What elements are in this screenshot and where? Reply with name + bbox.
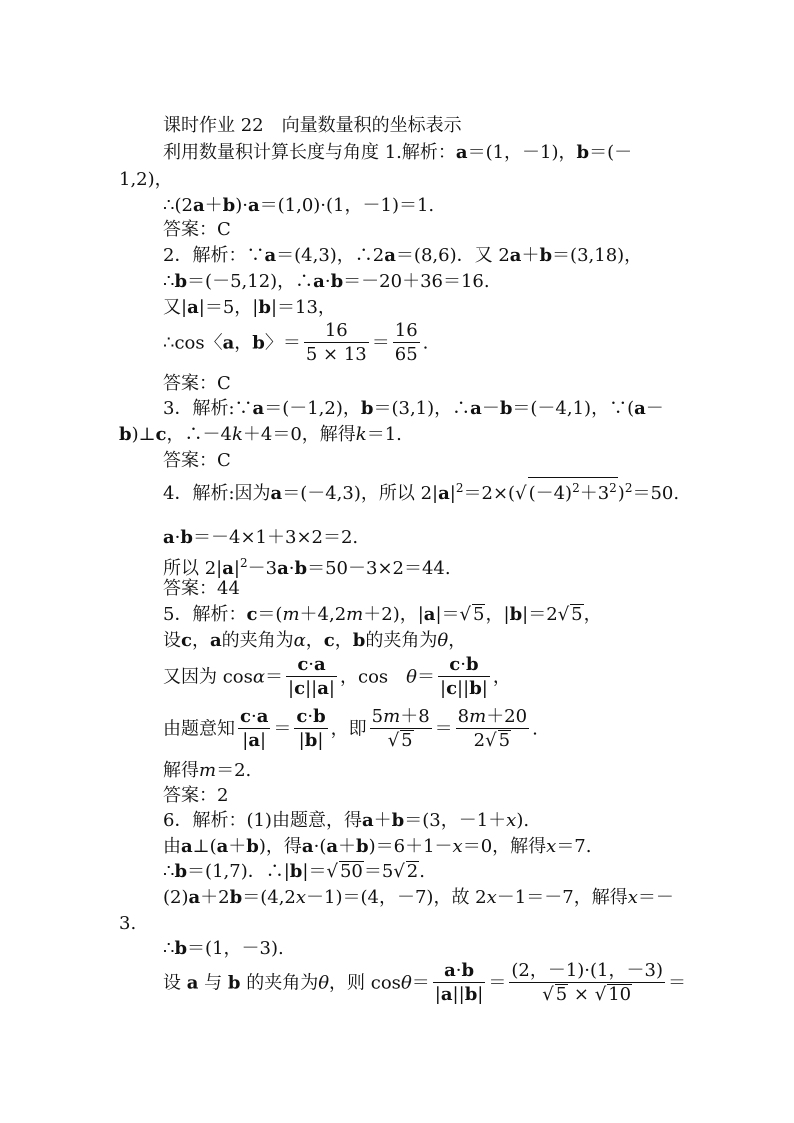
answer-2: 答案：C [163, 373, 231, 394]
problem-6-line-3: ∴b＝(1,7)．∴|b|＝√ 50＝5√ 2. [163, 861, 425, 882]
fraction: $\frac{16}{65}$ [394, 320, 418, 365]
problem-5-solve: 解得m＝2. [163, 760, 252, 781]
problem-5-equation: 由题意知 $\frac{c\cdot a}{|a|}$ ＝ $\frac{c\cdot b}{|b|}$ ，即 $\frac{5m+8}{√ 5}$ ＝ $\frac{8m+20}{2√ 5}$ . [163, 706, 538, 751]
problem-6-line-5: 3. [119, 913, 137, 934]
problem-6-line-6: ∴b＝(1，－3). [163, 938, 284, 959]
problem-6-line-2: 由a⊥(a＋b)，得a·(a＋b)＝6＋1－x＝0，解得x＝7. [163, 836, 592, 857]
answer-3: 答案：C [163, 450, 231, 471]
fraction: $\frac{c\cdot b}{|c||b|}$ [440, 654, 488, 699]
fraction: $\frac{c\cdot a}{|a|}$ [240, 706, 269, 751]
problem-4-line-2: a·b＝－4×1＋3×2＝2. [163, 527, 359, 548]
problem-4-line-1: 4．解析:因为a＝(－4,3)，所以 $2|a|^2=2\times(√$ $(-4)^2+3^2)^2=50$. [163, 476, 679, 506]
fraction: $\frac{5m+8}{√ 5}$ [371, 706, 430, 751]
problem-1-line-3: ∴(2a＋b)·a＝(1,0)·(1，－1)＝1. [163, 195, 435, 216]
problem-3-line-2: b)⊥c，∴－4k＋4＝0，解得k＝1. [119, 424, 402, 445]
fraction: $\frac{8m+20}{2√ 5}$ [457, 706, 528, 751]
problem-3-line-1: 3．解析:∵a＝(－1,2)，b＝(3,1)，∴a－b＝(－4,1)，∵(a－ [163, 398, 664, 419]
fraction: $\frac{(2,-1)\cdot(1,-3)}{√ 5 \times √ 10}$ [511, 960, 663, 1005]
problem-5-line-2: 设c，a的夹角为α，c，b的夹角为θ， [163, 630, 467, 651]
problem-1-line-2: 1,2)， [119, 169, 173, 190]
fraction: $\frac{a\cdot b}{|a||b|}$ [434, 960, 484, 1005]
answer-1: 答案：C [163, 219, 231, 240]
problem-4-line-3: 所以 $2|a|^2-3a\cdot b=50-3\times 2=44$. [163, 556, 451, 579]
problem-6-line-4: (2)a＋2b＝(4,2x－1)＝(4，－7)，故 2x－1＝－7，解得x＝－ [163, 887, 674, 908]
problem-2-cos-formula: ∴cos〈a，b〉＝ $\frac{16}{5 \times 13}$ ＝ $\frac{16}{65}$ . [163, 320, 429, 365]
problem-1-line-1: 利用数量积计算长度与角度 1.解析：a＝(1，－1)，b＝(－ [163, 142, 633, 163]
problem-6-cos-formula: 设 a 与 b 的夹角为θ，则 cosθ＝ $\frac{a\cdot b}{|a||b|}$ ＝ $\frac{(2,-1)\cdot(1,-3)}{√ 5 \times √ 10}$ ＝ [163, 960, 686, 1005]
problem-2-line-3: 又|a|＝5，|b|＝13， [163, 297, 336, 318]
fraction: $\frac{16}{5 \times 13}$ [305, 320, 367, 365]
answer-4: 答案：44 [163, 578, 240, 599]
problem-5-line-1: 5．解析：c＝(m＋4,2m＋2)，|a|＝√ 5，|b|＝2√ 5， [163, 604, 602, 625]
problem-2-line-1: 2．解析：∵a＝(4,3)，∴2a＝(8,6)．又 2a＋b＝(3,18)， [163, 245, 643, 266]
answer-5: 答案：2 [163, 785, 229, 806]
fraction: $\frac{c\cdot a}{|c||a|}$ [288, 654, 335, 699]
problem-2-line-2: ∴b＝(－5,12)，∴a·b＝－20＋36＝16. [163, 271, 490, 292]
problem-6-line-1: 6．解析：(1)由题意，得a＋b＝(3，－1＋x). [163, 810, 530, 831]
problem-5-cos-formulas: 又因为 cosα＝ $\frac{c\cdot a}{|c||a|}$ ，cos θ＝ $\frac{c\cdot b}{|c||b|}$ ， [163, 654, 511, 699]
page-title: 课时作业 22 向量数量积的坐标表示 [163, 115, 462, 136]
fraction: $\frac{c\cdot b}{|b|}$ [296, 706, 326, 751]
